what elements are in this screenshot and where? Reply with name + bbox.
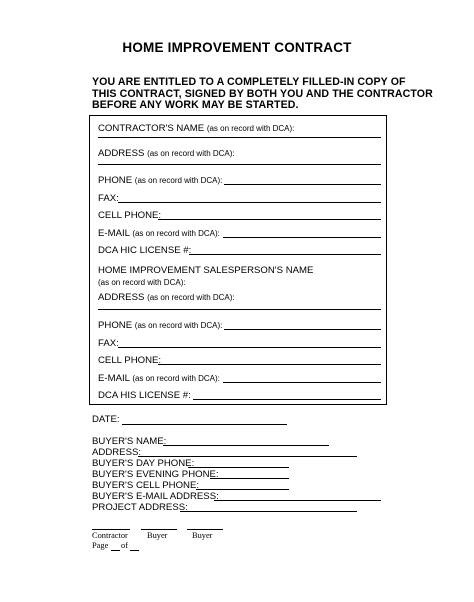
salesperson-email-label: E-MAIL [98,373,130,384]
salesperson-cell-label: CELL PHONE: [98,355,162,366]
salesperson-address-label: ADDRESS [98,292,145,303]
contractor-fax-label: FAX: [98,193,119,204]
contractor-signature-label: Contractor [92,531,128,540]
buyer1-signature-label: Buyer [147,531,168,540]
notice-line-1: YOU ARE ENTITLED TO A COMPLETELY FILLED-IN COPY OF [92,76,406,88]
contractor-name-note: (as on record with DCA): [206,124,295,133]
page-number-field[interactable] [111,550,120,551]
buyer-email-field[interactable] [214,500,381,501]
project-address-field[interactable] [180,511,357,512]
salesperson-heading: HOME IMPROVEMENT SALESPERSON'S NAME [98,265,314,276]
copy-notice [92,76,433,112]
buyer2-signature-label: Buyer [192,531,213,540]
buyer-email-label: BUYER'S E-MAIL ADDRESS: [92,491,219,502]
salesperson-heading-note: (as on record with DCA): [98,278,186,287]
buyer-address-field[interactable] [138,456,357,457]
buyer1-signature-field[interactable] [141,529,177,530]
buyer-day-phone-field[interactable] [188,467,289,468]
date-label: DATE: [92,414,120,425]
contractor-phone-note: (as on record with DCA): [134,176,223,185]
buyer-evening-phone-label: BUYER'S EVENING PHONE: [92,469,219,480]
contractor-email-label: E-MAIL [98,228,130,239]
buyer-name-label: BUYER'S NAME: [92,436,167,447]
contractor-phone-field[interactable] [224,184,381,185]
contractor-license-field[interactable] [189,254,381,255]
salesperson-phone-note: (as on record with DCA): [134,321,223,330]
date-field[interactable] [122,424,287,425]
salesperson-license-label: DCA HIS LICENSE #: [98,390,191,401]
page-of-label: of [121,541,128,550]
buyer2-signature-field[interactable] [187,529,223,530]
contractor-address-label: ADDRESS [98,148,145,159]
contractor-cell-label: CELL PHONE: [98,210,162,221]
page-label: Page [92,541,109,550]
contractor-license-label: DCA HIC LICENSE #: [98,245,192,256]
contractor-info-box [89,115,387,405]
page-title: HOME IMPROVEMENT CONTRACT [122,40,352,55]
salesperson-license-field[interactable] [193,399,381,400]
contractor-email-field[interactable] [223,237,381,238]
salesperson-address-note: (as on record with DCA): [147,293,235,302]
buyer-name-field[interactable] [163,445,329,446]
project-address-label: PROJECT ADDRESS: [92,502,188,513]
buyer-evening-phone-field[interactable] [210,478,289,479]
contractor-signature-field[interactable] [92,529,130,530]
buyer-cell-phone-label: BUYER'S CELL PHONE: [92,480,200,491]
salesperson-email-field[interactable] [223,382,381,383]
salesperson-phone-field[interactable] [224,329,381,330]
salesperson-fax-label: FAX: [98,338,119,349]
salesperson-email-note: (as on record with DCA): [132,374,220,383]
buyer-day-phone-label: BUYER'S DAY PHONE: [92,458,195,469]
salesperson-cell-field[interactable] [158,364,381,365]
contractor-name-label: CONTRACTOR'S NAME [98,123,205,134]
page-total-field[interactable] [130,550,139,551]
contractor-name-field[interactable] [98,137,381,138]
contractor-email-note: (as on record with DCA): [132,229,220,238]
notice-line-3: BEFORE ANY WORK MAY BE STARTED. [92,99,299,112]
buyer-cell-phone-field[interactable] [196,489,289,490]
contractor-address-note: (as on record with DCA): [147,149,235,158]
contractor-address-field[interactable] [98,164,381,165]
contractor-fax-field[interactable] [118,202,381,203]
salesperson-fax-field[interactable] [118,347,381,348]
notice-line-2: THIS CONTRACT, SIGNED BY BOTH YOU AND THE CONTRACTOR [92,87,433,100]
buyer-address-label: ADDRESS: [92,447,142,458]
salesperson-phone-label: PHONE [98,320,133,331]
contractor-phone-label: PHONE [98,175,133,186]
salesperson-address-field[interactable] [98,309,381,310]
contractor-cell-field[interactable] [158,219,381,220]
